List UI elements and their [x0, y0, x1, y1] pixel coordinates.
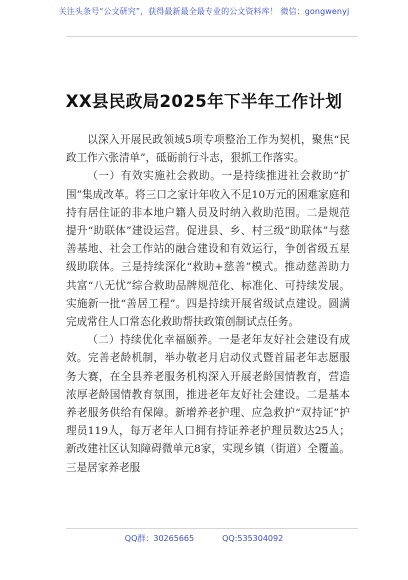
qq-group-number: QQ群：30265665 — [124, 534, 195, 543]
qq-number: QQ:535304092 — [222, 534, 284, 543]
header-divider — [66, 36, 358, 37]
document-title: XX县民政局2025年下半年工作计划 — [65, 92, 343, 111]
section-social-assistance: （一）有效实施社会救助。一是持续推进社会救助“扩围”集成改革。将三口之家计年收入不足10万元的困难家庭和持有居住证的非本地户籍人员及时纳入救助范围。二是规范提升“助联体”建设运营。促进县、乡、村三级“助联体”与慈善基地、社会工作站的融合建设和有效运行，争创省级五星级助联体。三是持续深化“救助+慈善”模式。推动慈善助力共富“八无忧”综合救助品牌规范化、标准化、可持续发展。实施新一批“善居工程”。四是持续开展省级试点建设。圆满完成常住人口常态化救助帮扶政策创制试点任务。 — [66, 170, 350, 329]
page-footer — [0, 533, 408, 544]
intro-paragraph: 以深入开展民政领域5项专项整治工作为契机，聚焦“民政工作六张清单”，砥砺前行斗志，狠抓工作落实。 — [66, 134, 350, 165]
document-body — [66, 131, 350, 477]
header-note: 关注头条号“公文研究”，获得最新最全最专业的公文资料库！ 微信：gongwenyj — [58, 7, 350, 16]
footer-divider — [66, 528, 358, 529]
section-elderly-care: （二）持续优化幸福颐养。一是老年友好社会建设有成效。完善老龄机制，举办敬老月启动仪式暨首届老年志愿服务大赛，在全县养老服务机构深入开展老龄国情教育，营造浓厚老龄国情教育氛围，推进老年友好社会建设。二是基本养老服务供给有保障。新增养老护理、应急救护“双持证”护理员119人，每万老年人口拥有持证养老护理员数达25人；新改建社区认知障碍微单元8家，实现乡镇（街道）全覆盖。三是居家养老服 — [66, 334, 350, 474]
